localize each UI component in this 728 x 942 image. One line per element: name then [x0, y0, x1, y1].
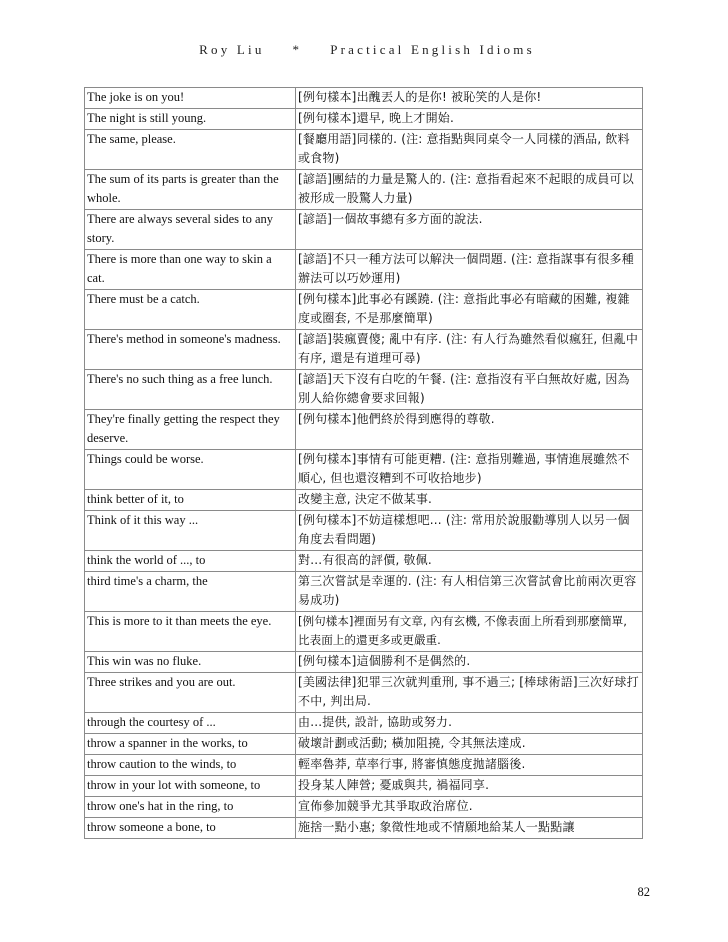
page-number: 82: [637, 885, 650, 899]
idiom-chinese: [例句樣本]出醜丟人的是你! 被恥笑的人是你!: [296, 88, 643, 109]
idiom-chinese: [例句樣本]他們終於得到應得的尊敬.: [296, 410, 643, 450]
idiom-english: throw someone a bone, to: [85, 818, 296, 839]
table-row: [85, 797, 643, 818]
table-row: [85, 673, 643, 713]
table-row: [85, 210, 643, 250]
idiom-chinese: [諺語]團結的力量是驚人的. (注: 意指看起來不起眼的成員可以被形成一股驚人力量): [296, 170, 643, 210]
table-row: [85, 290, 643, 330]
idiom-english: There is more than one way to skin a cat.: [85, 250, 296, 290]
table-row: [85, 652, 643, 673]
idiom-english: throw in your lot with someone, to: [85, 776, 296, 797]
idiom-english: The night is still young.: [85, 109, 296, 130]
table-row: [85, 572, 643, 612]
idiom-chinese: 第三次嘗試是幸運的. (注: 有人相信第三次嘗試會比前兩次更容易成功): [296, 572, 643, 612]
idiom-chinese: 改變主意, 決定不做某事.: [296, 490, 643, 511]
idiom-english: think the world of ..., to: [85, 551, 296, 572]
idiom-english: third time's a charm, the: [85, 572, 296, 612]
idiom-english: The sum of its parts is greater than the whole.: [85, 170, 296, 210]
idiom-english: throw caution to the winds, to: [85, 755, 296, 776]
idiom-english: The same, please.: [85, 130, 296, 170]
table-row: [85, 330, 643, 370]
table-row: [85, 370, 643, 410]
table-row: [85, 410, 643, 450]
idiom-english: They're finally getting the respect they deserve.: [85, 410, 296, 450]
table-row: [85, 130, 643, 170]
header-separator: *: [292, 42, 303, 57]
idiom-chinese: [例句樣本]不妨這樣想吧... (注: 常用於說服勸導別人以另一個角度去看問題): [296, 511, 643, 551]
idiom-english: Things could be worse.: [85, 450, 296, 490]
table-row: [85, 612, 643, 652]
idiom-chinese: [例句樣本]裡面另有文章, 內有玄機, 不像表面上所看到那麼簡單, 比表面上的還更多或更嚴重.: [296, 612, 643, 652]
table-row: [85, 88, 643, 109]
idiom-chinese: [諺語]不只一種方法可以解決一個問題. (注: 意指謀事有很多種辦法可以巧妙運用): [296, 250, 643, 290]
idiom-chinese: [例句樣本]此事必有蹊蹺. (注: 意指此事必有暗藏的困難, 複雜度或圈套, 不是那麼簡單): [296, 290, 643, 330]
idioms-table: [84, 87, 643, 839]
idiom-chinese: [例句樣本]事情有可能更糟. (注: 意指別難過, 事情進展雖然不順心, 但也還沒糟到不可收拾地步): [296, 450, 643, 490]
table-row: [85, 776, 643, 797]
idiom-chinese: [美國法律]犯罪三次就判重刑, 事不過三; [棒球術語]三次好球打不中, 判出局.: [296, 673, 643, 713]
table-row: [85, 551, 643, 572]
table-row: [85, 490, 643, 511]
idiom-chinese: [例句樣本]這個勝利不是偶然的.: [296, 652, 643, 673]
table-row: [85, 170, 643, 210]
idiom-english: There are always several sides to any story.: [85, 210, 296, 250]
idiom-chinese: 由...提供, 設計, 協助或努力.: [296, 713, 643, 734]
idiom-chinese: 對...有很高的評價, 敬佩.: [296, 551, 643, 572]
idiom-chinese: [諺語]一個故事總有多方面的說法.: [296, 210, 643, 250]
idiom-english: Three strikes and you are out.: [85, 673, 296, 713]
idiom-english: through the courtesy of ...: [85, 713, 296, 734]
idiom-chinese: 投身某人陣營; 憂戚與共, 禍福同享.: [296, 776, 643, 797]
idiom-chinese: [諺語]天下沒有白吃的午餐. (注: 意指沒有平白無故好處, 因為別人給你總會要求回報): [296, 370, 643, 410]
idiom-english: Think of it this way ...: [85, 511, 296, 551]
idiom-english: This win was no fluke.: [85, 652, 296, 673]
idiom-chinese: 破壞計劃或活動; 橫加阻撓, 令其無法達成.: [296, 734, 643, 755]
idiom-chinese: [諺語]裝瘋賣傻; 亂中有序. (注: 有人行為雖然看似瘋狂, 但亂中有序, 還是有道理可尋): [296, 330, 643, 370]
idiom-english: throw a spanner in the works, to: [85, 734, 296, 755]
idiom-english: The joke is on you!: [85, 88, 296, 109]
idiom-chinese: 施捨一點小惠; 象徵性地或不情願地給某人一點點讓: [296, 818, 643, 839]
header-book-title: Practical English Idioms: [330, 42, 535, 57]
idiom-english: think better of it, to: [85, 490, 296, 511]
table-row: [85, 250, 643, 290]
idiom-english: There's no such thing as a free lunch.: [85, 370, 296, 410]
idiom-chinese: [例句樣本]還早, 晚上才開始.: [296, 109, 643, 130]
table-row: [85, 713, 643, 734]
idiom-english: throw one's hat in the ring, to: [85, 797, 296, 818]
table-row: [85, 755, 643, 776]
idiom-chinese: 輕率魯莽, 草率行事, 將審慎態度拋諸腦後.: [296, 755, 643, 776]
table-row: [85, 109, 643, 130]
idiom-english: This is more to it than meets the eye.: [85, 612, 296, 652]
idiom-chinese: 宣佈參加競爭尤其爭取政治席位.: [296, 797, 643, 818]
table-row: [85, 818, 643, 839]
table-row: [85, 734, 643, 755]
idiom-chinese: [餐廳用語]同樣的. (注: 意指點與同桌令一人同樣的酒品, 飲料或食物): [296, 130, 643, 170]
table-row: [85, 450, 643, 490]
idiom-english: There's method in someone's madness.: [85, 330, 296, 370]
table-row: [85, 511, 643, 551]
idiom-english: There must be a catch.: [85, 290, 296, 330]
running-header: [0, 42, 728, 58]
header-author: Roy Liu: [199, 42, 265, 57]
